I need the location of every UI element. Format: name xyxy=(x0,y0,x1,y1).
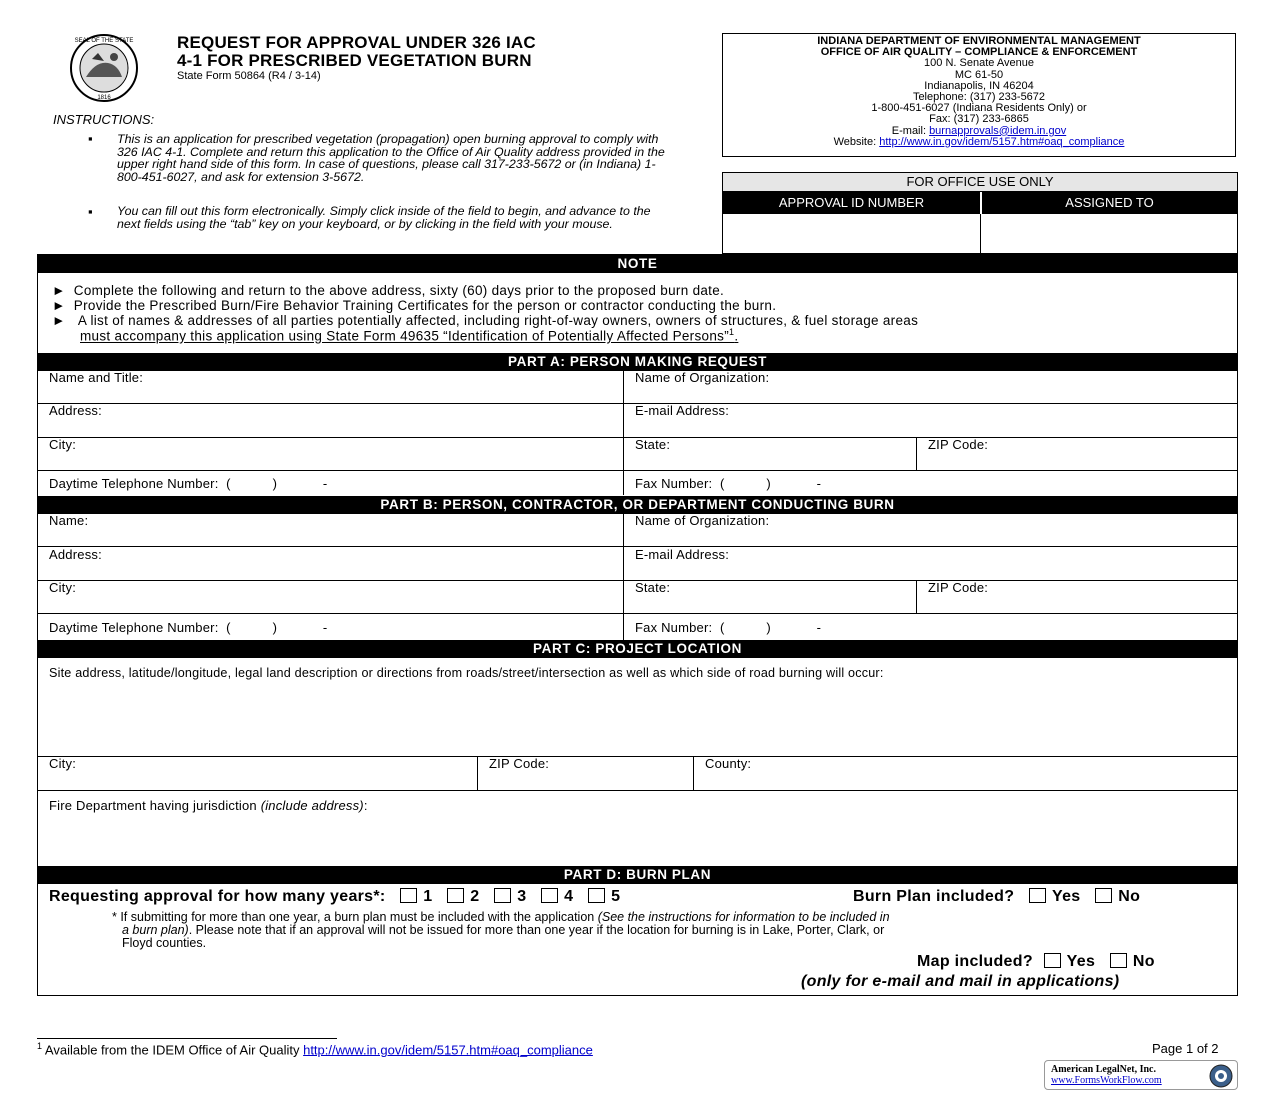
note-item-3-end: . xyxy=(734,328,739,344)
part-c-county-field[interactable]: County: xyxy=(705,756,752,771)
office-use-box xyxy=(722,172,1238,254)
agency-address-3: Indianapolis, IN 46204 xyxy=(924,79,1034,92)
burn-plan-footnote xyxy=(112,911,1172,950)
note-item-3-continued xyxy=(80,327,738,344)
fire-department-label: Fire Department having jurisdiction xyxy=(49,798,261,813)
form-title xyxy=(177,34,536,70)
form-number: State Form 50864 (R4 / 3-14) xyxy=(177,70,321,82)
years-label: Requesting approval for how many years*: xyxy=(49,888,386,905)
years-5-label: 5 xyxy=(611,888,621,905)
footnote-1 xyxy=(37,1041,593,1057)
part-a-state-field[interactable]: State: xyxy=(635,437,671,452)
note-item-3-text: A list of names & addresses of all parties potentially affected, including right-of-way owners, owners of structures, & fuel storage areas xyxy=(77,313,919,328)
part-b-zip-field[interactable]: ZIP Code: xyxy=(928,580,989,595)
map-no-checkbox[interactable] xyxy=(1110,953,1127,968)
burn-plan-no-checkbox[interactable] xyxy=(1095,888,1112,903)
part-d-heading: PART D: BURN PLAN xyxy=(37,866,1238,884)
logo-name: American LegalNet, Inc. xyxy=(1051,1064,1156,1075)
part-a-phone-field[interactable]: Daytime Telephone Number: ( ) - xyxy=(49,476,328,491)
part-b-heading: PART B: PERSON, CONTRACTOR, OR DEPARTMENT CONDUCTING BURN xyxy=(37,496,1238,514)
part-c-city-field[interactable]: City: xyxy=(49,756,76,771)
note-item-3 xyxy=(52,313,918,328)
agency-line-1: INDIANA DEPARTMENT OF ENVIRONMENTAL MANAGEMENT xyxy=(817,35,1141,47)
arrow-icon: ► xyxy=(52,283,66,298)
map-note: (only for e-mail and mail in applications) xyxy=(801,973,1120,990)
part-a-heading: PART A: PERSON MAKING REQUEST xyxy=(37,353,1238,371)
instructions-heading: INSTRUCTIONS: xyxy=(53,112,155,127)
arrow-icon: ► xyxy=(52,313,66,328)
american-legalnet-logo[interactable] xyxy=(1044,1060,1238,1090)
globe-icon xyxy=(1208,1063,1234,1089)
arrow-icon: ► xyxy=(52,298,66,313)
part-a-address-field[interactable]: Address: xyxy=(49,403,102,418)
page-number: Page 1 of 2 xyxy=(1152,1041,1219,1056)
part-a-email-field[interactable]: E-mail Address: xyxy=(635,403,730,418)
svg-text:SEAL OF THE STATE: SEAL OF THE STATE xyxy=(74,38,134,44)
approval-id-field[interactable] xyxy=(723,214,981,254)
map-label: Map included? xyxy=(917,953,1033,970)
years-4-checkbox[interactable] xyxy=(541,888,558,903)
agency-contact-box xyxy=(722,33,1236,157)
part-b-city-field[interactable]: City: xyxy=(49,580,76,595)
agency-fax: Fax: (317) 233-6865 xyxy=(929,113,1029,126)
part-a-zip-field[interactable]: ZIP Code: xyxy=(928,437,989,452)
part-b-email-field[interactable]: E-mail Address: xyxy=(635,547,730,562)
title-line-1: REQUEST FOR APPROVAL UNDER 326 IAC xyxy=(177,33,536,52)
part-a-organization-field[interactable]: Name of Organization: xyxy=(635,370,770,385)
burn-plan-no-label: No xyxy=(1118,888,1141,905)
fire-department-field[interactable] xyxy=(49,798,368,813)
instruction-item-1: This is an application for prescribed vegetation (propagation) open burning approval to comply with 326 IAC 4-1. Complete and return this application to the Office of Air Quality address provided in the upper right hand side of this form. In case of questions, please call 317-233-5672 or (in Indiana) 1-800-451-6027, and ask for extension 3-5672. xyxy=(117,132,665,184)
part-b-name-field[interactable]: Name: xyxy=(49,513,89,528)
part-a-fax-field[interactable]: Fax Number: ( ) - xyxy=(635,476,822,491)
part-b-address-field[interactable]: Address: xyxy=(49,547,102,562)
map-no-label: No xyxy=(1132,953,1155,970)
part-a-name-title-field[interactable]: Name and Title: xyxy=(49,370,144,385)
office-use-heading: FOR OFFICE USE ONLY xyxy=(723,173,1237,192)
part-c-heading: PART C: PROJECT LOCATION xyxy=(37,640,1238,658)
footnote-line-2: . Please note that if an approval will not be issued for more than one year if the location for burning is in Lake, Porter, Clark, or xyxy=(188,923,885,937)
footnote-number: 1 xyxy=(37,1041,43,1051)
years-5-checkbox[interactable] xyxy=(588,888,605,903)
agency-website-link[interactable]: http://www.in.gov/idem/5157.htm#oaq_compliance xyxy=(879,135,1125,148)
footnote-ref: 1 xyxy=(729,327,735,337)
footnote-line-1-italic: (See the instructions for information to be included in xyxy=(597,910,890,924)
years-1-checkbox[interactable] xyxy=(400,888,417,903)
part-a-city-field[interactable]: City: xyxy=(49,437,76,452)
agency-email-link[interactable]: burnapprovals@idem.in.gov xyxy=(929,124,1067,137)
footnote-line-2-italic: a burn plan) xyxy=(122,923,189,937)
part-b-fax-field[interactable]: Fax Number: ( ) - xyxy=(635,620,822,635)
agency-address-1: 100 N. Senate Avenue xyxy=(924,57,1034,70)
agency-telephone: Telephone: (317) 233-5672 xyxy=(912,91,1046,104)
years-4-label: 4 xyxy=(564,888,574,905)
burn-plan-yes-checkbox[interactable] xyxy=(1029,888,1046,903)
note-item-2 xyxy=(52,298,776,313)
part-c-zip-field[interactable]: ZIP Code: xyxy=(489,756,550,771)
agency-toll-free: 1-800-451-6027 (Indiana Residents Only) or xyxy=(871,102,1087,115)
part-b-organization-field[interactable]: Name of Organization: xyxy=(635,513,770,528)
fire-department-colon: : xyxy=(363,798,368,813)
footnote-text: Available from the IDEM Office of Air Quality xyxy=(42,1042,304,1058)
burn-plan-label: Burn Plan included? xyxy=(853,888,1015,905)
burn-plan-question xyxy=(853,888,1140,906)
site-description-field[interactable]: Site address, latitude/longitude, legal land description or directions from roads/street/intersection as well as which side of road burning will occur: xyxy=(49,666,884,680)
note-item-3-line-2: must accompany this application using State Form 49635 “Identification of Potentially Affected Persons” xyxy=(80,328,729,344)
state-seal-logo xyxy=(52,33,156,103)
instruction-item-2: You can fill out this form electronically. Simply click inside of the field to begin, and advance to the next fields using the “tab” key on your keyboard, or by clicking in the field with your mouse. xyxy=(117,204,651,231)
logo-url: www.FormsWorkFlow.com xyxy=(1051,1075,1162,1086)
footnote-line-1: * If submitting for more than one year, a burn plan must be included with the application xyxy=(112,910,598,924)
assigned-to-header: ASSIGNED TO xyxy=(1065,195,1154,210)
note-item-1-text: Complete the following and return to the above address, sixty (60) days prior to the proposed burn date. xyxy=(73,283,725,298)
years-question xyxy=(49,888,620,906)
footnote-line-3: Floyd counties. xyxy=(122,936,207,950)
burn-plan-yes-label: Yes xyxy=(1052,888,1081,905)
years-2-label: 2 xyxy=(470,888,480,905)
bullet-icon: ▪ xyxy=(88,204,93,219)
svg-text:1816: 1816 xyxy=(97,95,111,101)
agency-email-label: E-mail: xyxy=(891,124,930,137)
fire-department-hint: (include address) xyxy=(260,798,364,813)
agency-website-label: Website: xyxy=(833,135,880,148)
years-2-checkbox[interactable] xyxy=(447,888,464,903)
approval-id-header: APPROVAL ID NUMBER xyxy=(723,192,982,214)
agency-line-2: OFFICE OF AIR QUALITY – COMPLIANCE & ENFORCEMENT xyxy=(820,46,1138,59)
map-yes-label: Yes xyxy=(1066,953,1096,970)
footnote-link[interactable]: http://www.in.gov/idem/5157.htm#oaq_compliance xyxy=(303,1042,593,1058)
years-3-checkbox[interactable] xyxy=(494,888,511,903)
part-b-phone-field[interactable]: Daytime Telephone Number: ( ) - xyxy=(49,620,328,635)
part-b-state-field[interactable]: State: xyxy=(635,580,671,595)
note-item-2-text: Provide the Prescribed Burn/Fire Behavior Training Certificates for the person or contractor conducting the burn. xyxy=(73,298,777,313)
note-item-1 xyxy=(52,283,724,298)
map-question xyxy=(917,953,1155,971)
note-heading: NOTE xyxy=(37,255,1238,273)
years-3-label: 3 xyxy=(517,888,527,905)
title-line-2: 4-1 FOR PRESCRIBED VEGETATION BURN xyxy=(177,51,532,70)
map-yes-checkbox[interactable] xyxy=(1044,953,1061,968)
agency-address-2: MC 61-50 xyxy=(954,68,1004,81)
years-1-label: 1 xyxy=(423,888,433,905)
bullet-icon: ▪ xyxy=(88,131,93,146)
